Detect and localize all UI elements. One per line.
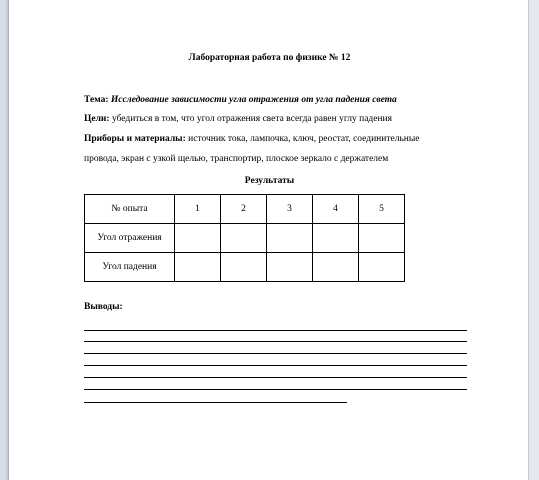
answer-line [84,389,467,390]
answer-line [84,365,467,366]
table-cell [313,253,359,282]
table-header-cell: 2 [221,195,267,224]
goal-label: Цели: [84,114,110,124]
table-header-label: № опыта [85,195,175,224]
results-heading: Результаты [244,176,295,186]
table-header-cell: 1 [175,195,221,224]
table-cell [267,253,313,282]
goal-line [84,114,392,124]
table-row-label: Угол падения [85,253,175,282]
table-cell [359,224,405,253]
theme-label: Тема: [84,95,109,105]
results-table [84,194,405,282]
document-title: Лабораторная работа по физике № 12 [188,53,351,63]
table-cell [221,253,267,282]
table-cell [313,224,359,253]
table-cell [221,224,267,253]
table-row [85,224,405,253]
equipment-text-line1: источник тока, лампочка, ключ, реостат, соединительные [185,134,420,144]
equipment-line-2: провода, экран с узкой щелью, транспортир, плоское зеркало с держателем [84,154,389,164]
conclusions-label: Выводы: [84,302,123,312]
table-cell [267,224,313,253]
equipment-label: Приборы и материалы: [84,134,186,144]
table-cell [359,253,405,282]
answer-line [84,341,467,342]
table-cell [175,224,221,253]
answer-line [84,402,347,403]
table-header-row [85,195,405,224]
theme-text: Исследование зависимости угла отражения от угла падения света [110,95,397,105]
vertical-scrollbar[interactable] [528,0,539,480]
table-row-label: Угол отражения [85,224,175,253]
answer-line [84,377,467,378]
answer-line [84,353,467,354]
theme-line [84,95,397,105]
answer-line [84,330,467,331]
equipment-line [84,134,419,144]
table-row [85,253,405,282]
table-header-cell: 3 [267,195,313,224]
goal-text: убедиться в том, что угол отражения света всегда равен углу падения [109,114,393,124]
table-header-cell: 4 [313,195,359,224]
table-cell [175,253,221,282]
table-header-cell: 5 [359,195,405,224]
